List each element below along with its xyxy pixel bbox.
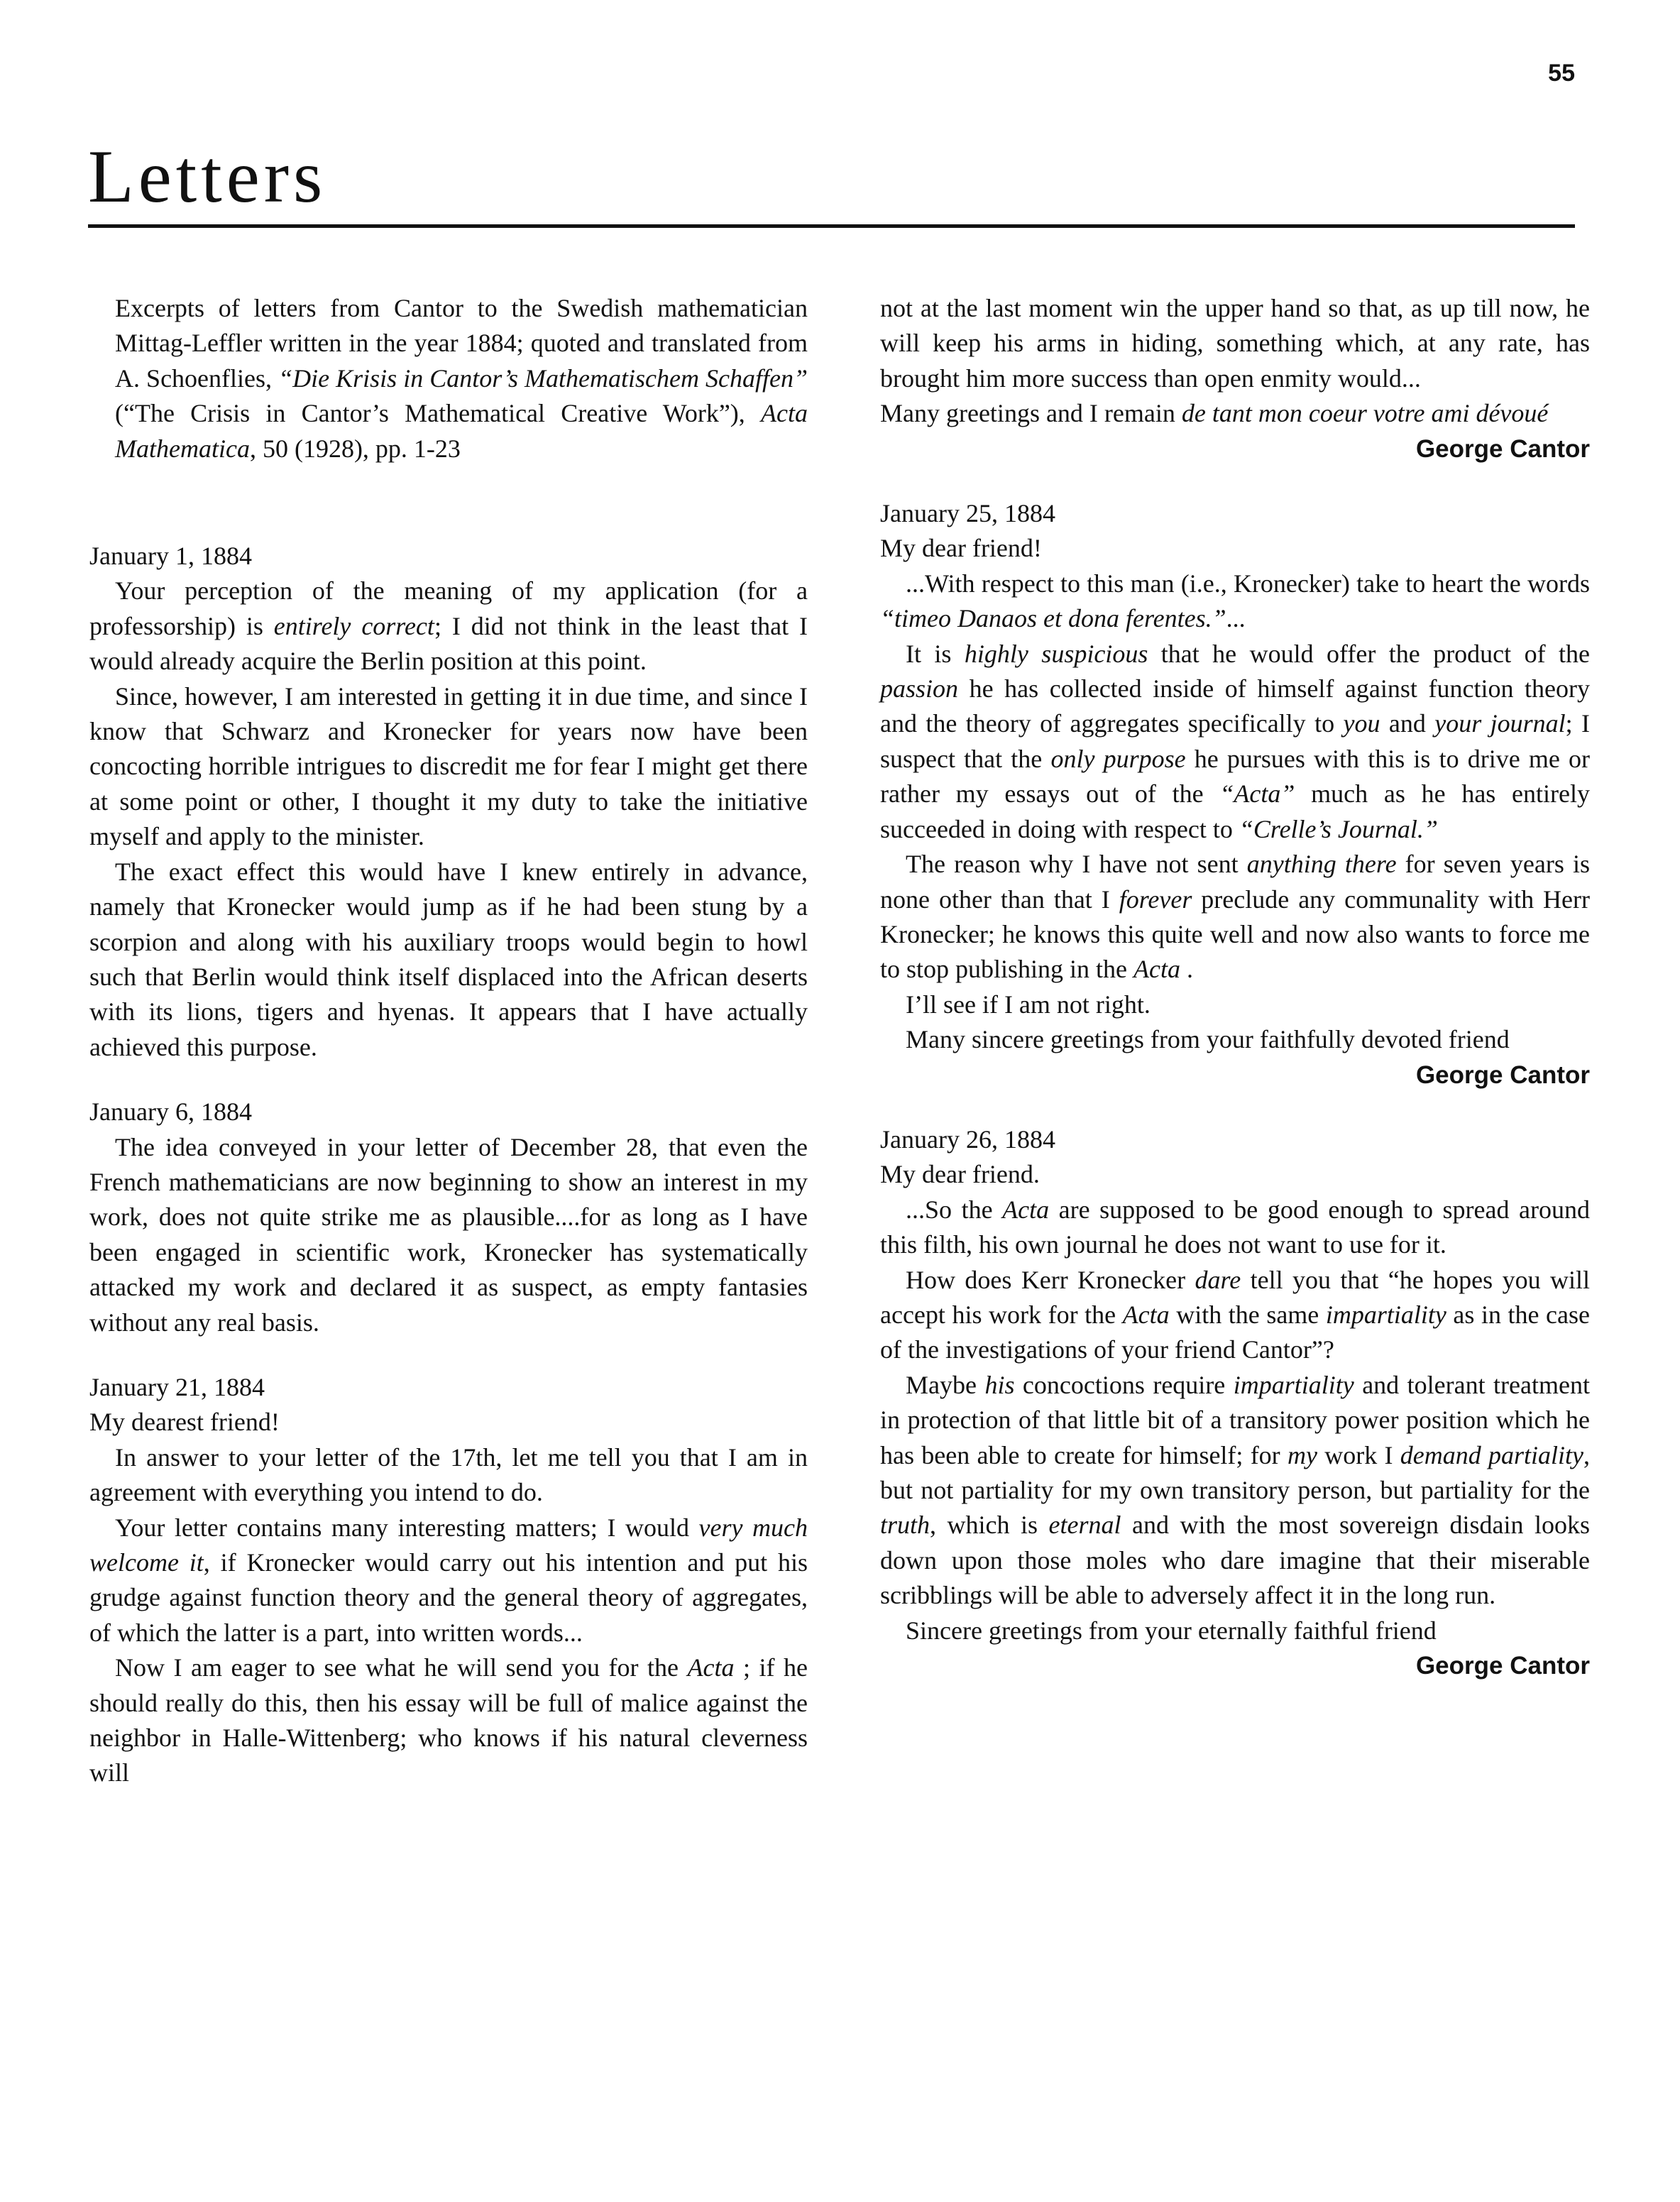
signature: George Cantor <box>1415 434 1590 463</box>
letter-closing: Sincere greetings from your eternally faithful friend <box>906 1616 1437 1645</box>
letter-date: January 25, 1884 <box>880 499 1055 528</box>
title-rule <box>88 224 1575 228</box>
letter-paragraph: How does Kerr Kronecker dare tell you that “he hopes you will accept his work for the Acta with the same impartiality as in the case of the investigations of your friend Cantor”? <box>880 1265 1590 1364</box>
page-number: 55 <box>1548 60 1575 87</box>
letter-paragraph: The exact effect this would have I knew entirely in advance, namely that Kronecker would jump as if he had been stung by a scorpion and along with his auxiliary troops would begin to howl such that Berlin would think itself displaced into the African deserts with its lions, tigers and hyenas. It appears that I have actually achieved this purpose. <box>89 857 808 1061</box>
signature: George Cantor <box>1415 1652 1590 1680</box>
letter-paragraph: The idea conveyed in your letter of December 28, that even the French mathematicians are now beginning to show an interest in my work, does not quite strike me as plausible....for as long as I have been engaged in scientific work, Kronecker has systematically attacked my work and declared it as suspect, as empty fantasies without any real basis. <box>89 1132 808 1337</box>
letter-salutation: My dear friend! <box>880 534 1042 563</box>
letter-jan6 <box>89 1095 808 1340</box>
letter-paragraph: I’ll see if I am not right. <box>906 990 1151 1019</box>
intro-paragraph: Excerpts of letters from Cantor to the Swedish mathematician Mittag-Leffler written in the year 1884; quoted and translated from A. Schoenflies, “Die Krisis in Cantor’s Mathematischem Schaffen” (“The Crisis in Cantor’s Mathematical Creative Work”), Acta Mathematica, 50 (1928), pp. 1-23 <box>115 294 808 463</box>
signature: George Cantor <box>1415 1061 1590 1089</box>
letter-paragraph: Your letter contains many interesting matters; I would very much welcome it, if Kronecker would carry out his intention and put his grudge against function theory and the general theory of aggregates, of which the latter is a part, into written words... <box>89 1513 808 1647</box>
letter-closing: Many sincere greetings from your faithfully devoted friend <box>906 1025 1510 1054</box>
letter-paragraph: Since, however, I am interested in getting it in due time, and since I know that Schwarz and Kronecker for years now have been concocting horrible intrigues to discredit me for fear I might get there at some point or other, I thought it my duty to take the initiative myself and apply to the minister. <box>89 681 808 851</box>
letter-jan26 <box>880 1122 1590 1684</box>
letter-salutation: My dear friend. <box>880 1160 1040 1189</box>
letter-paragraph: In answer to your letter of the 17th, let me tell you that I am in agreement with everything you intend to do. <box>89 1442 808 1507</box>
letter-jan21 <box>89 1370 808 1791</box>
letter-jan1 <box>89 539 808 1065</box>
right-column <box>880 291 1590 1683</box>
letter-date: January 26, 1884 <box>880 1124 1055 1154</box>
letter-jan25 <box>880 496 1590 1092</box>
letter-paragraph: Your perception of the meaning of my application (for a professorship) is entirely correct; I did not think in the least that I would already acquire the Berlin position at this point. <box>89 576 808 676</box>
letter-paragraph: It is highly suspicious that he would offer the product of the passion he has collected inside of himself against function theory and the theory of aggregates specifically to you and your journal; I suspect that the only purpose he pursues with this is to drive me or rather my essays out of the “Acta” much as he has entirely succeeded in doing with respect to “Crelle’s Journal.” <box>880 639 1590 843</box>
letter-paragraph: The reason why I have not sent anything there for seven years is none other than that I forever preclude any communality with Herr Kronecker; he knows this quite well and now also wants to force me to stop publishing in the Acta . <box>880 850 1590 984</box>
page-title: Letters <box>88 135 327 218</box>
letter-date: January 21, 1884 <box>89 1372 265 1401</box>
letter-closing: Many greetings and I remain de tant mon coeur votre ami dévoué <box>880 399 1549 428</box>
letter-date: January 6, 1884 <box>89 1097 252 1127</box>
letter-paragraph: ...With respect to this man (i.e., Kronecker) take to heart the words “timeo Danaos et dona ferentes.”... <box>880 569 1590 633</box>
letter-paragraph: not at the last moment win the upper hand so that, as up till now, he will keep his arms in hiding, something which, at any rate, has brought him more success than open enmity would... <box>880 294 1590 393</box>
letter-paragraph: Now I am eager to see what he will send you for the Acta ; if he should really do this, then his essay will be full of malice against the neighbor in Halle-Wittenberg; who knows if his natural cleverness will <box>89 1653 808 1787</box>
letter-date: January 1, 1884 <box>89 542 252 571</box>
letter-paragraph: ...So the Acta are supposed to be good enough to spread around this filth, his own journal he does not want to use for it. <box>880 1195 1590 1259</box>
letter-jan21-continued <box>880 291 1590 466</box>
letter-paragraph: Maybe his concoctions require impartiality and tolerant treatment in protection of that little bit of a transitory power position which he has been able to create for himself; for my work I demand partiality, but not partiality for my own transitory person, but partiality for the truth, which is eternal and with the most sovereign disdain looks down upon those moles who dare imagine that their miserable scribblings will be able to adversely affect it in the long run. <box>880 1370 1590 1610</box>
letter-salutation: My dearest friend! <box>89 1408 280 1437</box>
left-column <box>89 291 808 1791</box>
